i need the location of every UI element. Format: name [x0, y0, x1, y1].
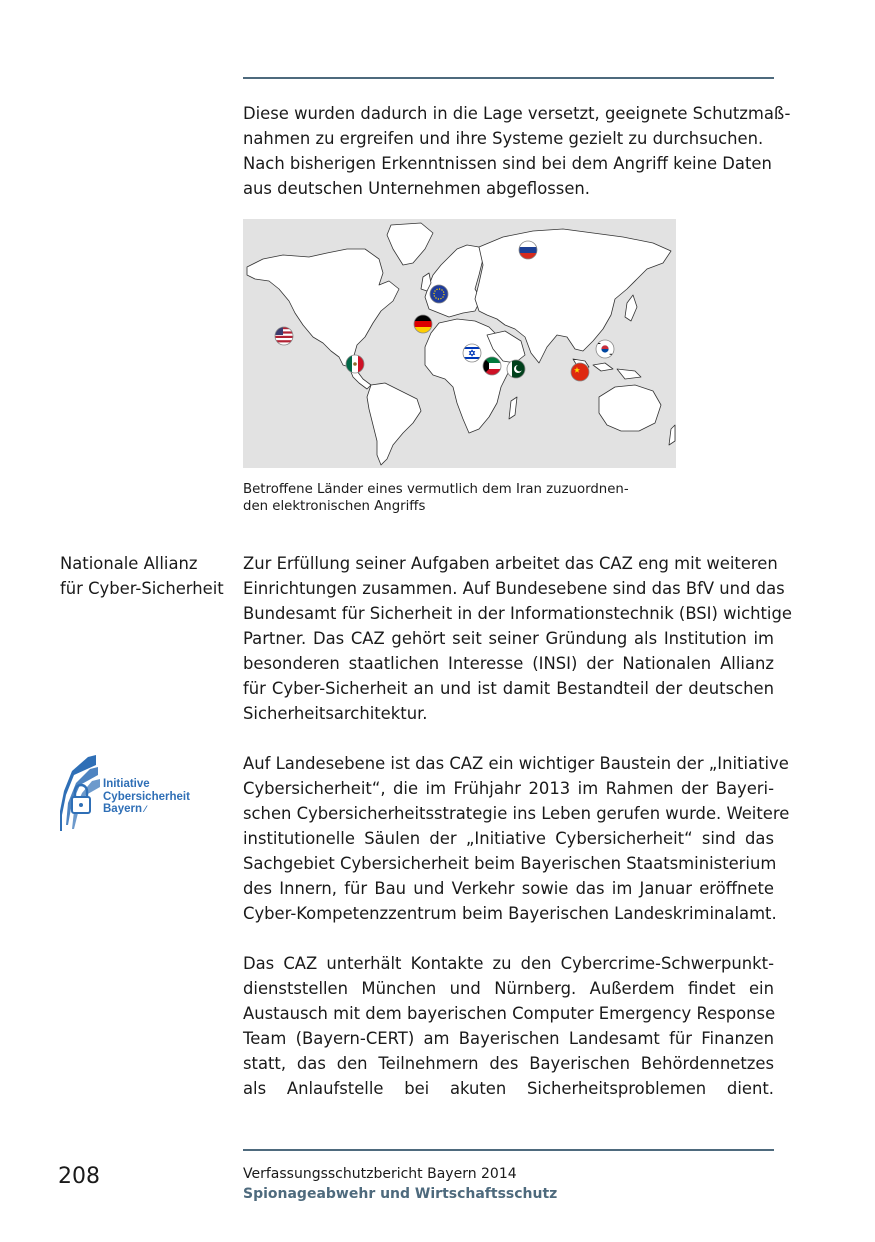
footer-rule: [243, 1149, 774, 1151]
initiative-cybersicherheit-logo: [60, 755, 210, 833]
landmass-north-america: [247, 249, 399, 367]
logo-line: Initiative: [103, 778, 150, 790]
footer-chapter-title: Spionageabwehr und Wirtschaftsschutz: [243, 1186, 558, 1202]
logo-line: Bayern ⁄: [103, 803, 147, 815]
text-line: Austausch mit dem bayerischen Computer Emergency Response: [243, 1004, 776, 1023]
russia-flag-icon: [519, 241, 537, 259]
world-map-figure: [243, 219, 676, 468]
landmass-greenland: [387, 223, 433, 265]
landmass-new-zealand: [669, 425, 675, 445]
logo-flourish-icon: ⁄: [142, 804, 147, 814]
kuwait-flag-icon: [483, 357, 501, 375]
text-line: nahmen zu ergreifen und ihre Systeme gezielt zu durchsuchen.: [243, 129, 764, 148]
text-line: Cybersicherheit“, die im Frühjahr 2013 im Rahmen der Bayeri-: [243, 779, 774, 798]
logo-mark-icon: [60, 755, 104, 833]
germany-flag-icon: [414, 315, 432, 333]
side-heading-line: Nationale Allianz: [60, 554, 198, 573]
text-line: institutionelle Säulen der „Initiative Cybersicherheit“ sind das: [243, 829, 774, 848]
text-line: Team (Bayern-CERT) am Bayerischen Landesamt für Finanzen: [243, 1029, 774, 1048]
text-line: Cyber-Kompetenzzentrum beim Bayerischen Landeskriminalamt.: [243, 904, 777, 923]
text-line: als Anlaufstelle bei akuten Sicherheitsproblemen dient.: [243, 1079, 774, 1098]
south-korea-flag-icon: [596, 340, 614, 358]
text-line: Einrichtungen zusammen. Auf Bundesebene sind das BfV und das: [243, 579, 785, 598]
landmass-madagascar: [509, 397, 517, 419]
mexico-flag-icon: [346, 355, 364, 373]
text-line: Partner. Das CAZ gehört seit seiner Gründung als Institution im: [243, 629, 774, 648]
text-line: dienststellen München und Nürnberg. Außerdem findet ein: [243, 979, 774, 998]
side-heading-line: für Cyber-Sicherheit: [60, 579, 224, 598]
caption-line: den elektronischen Angriffs: [243, 499, 426, 514]
usa-flag-icon: [275, 327, 293, 345]
text-line: statt, das den Teilnehmern des Bayerischen Behördennetzes: [243, 1054, 774, 1073]
text-line: des Innern, für Bau und Verkehr sowie das im Januar eröffnete: [243, 879, 774, 898]
israel-flag-icon: [463, 344, 481, 362]
figure-caption: [243, 481, 629, 515]
intro-paragraph: [243, 101, 791, 201]
world-map: [243, 219, 676, 468]
text-line: Sachgebiet Cybersicherheit beim Bayerischen Staatsministerium: [243, 854, 777, 873]
paragraph-allianz: [243, 551, 792, 726]
landmass-south-america: [367, 383, 421, 465]
text-line: Bundesamt für Sicherheit in der Informationstechnik (BSI) wichtige: [243, 604, 792, 623]
pakistan-flag-icon: [507, 360, 525, 378]
logo-text: [103, 778, 190, 816]
text-line: für Cyber-Sicherheit an und ist damit Bestandteil der deutschen: [243, 679, 774, 698]
text-line: Nach bisherigen Erkenntnissen sind bei dem Angriff keine Daten: [243, 154, 772, 173]
caption-line: Betroffene Länder eines vermutlich dem Iran zuzuordnen-: [243, 482, 629, 497]
logo-line: Cybersicherheit: [103, 790, 190, 803]
landmass-japan: [625, 295, 637, 321]
text-line: schen Cybersicherheitsstrategie ins Leben gerufen wurde. Weitere: [243, 804, 790, 823]
top-rule: [243, 77, 774, 79]
text-line: besonderen staatlichen Interesse (INSI) der Nationalen Allianz: [243, 654, 774, 673]
page-number: 208: [58, 1164, 100, 1189]
text-line: Sicherheitsarchitektur.: [243, 704, 428, 723]
landmass-australia: [599, 385, 661, 431]
landmass-europe: [425, 245, 483, 317]
footer-publication-title: Verfassungsschutzbericht Bayern 2014: [243, 1166, 517, 1182]
side-heading: [60, 551, 224, 601]
text-line: Diese wurden dadurch in die Lage versetzt, geeignete Schutzmaß-: [243, 104, 791, 123]
text-line: aus deutschen Unternehmen abgeflossen.: [243, 179, 591, 198]
eu-flag-icon: [430, 285, 448, 303]
paragraph-landesebene: [243, 751, 790, 926]
text-line: Das CAZ unterhält Kontakte zu den Cybercrime-Schwerpunkt-: [243, 954, 774, 973]
text-line: Auf Landesebene ist das CAZ ein wichtiger Baustein der „Initiative: [243, 754, 789, 773]
text-line: Zur Erfüllung seiner Aufgaben arbeitet das CAZ eng mit weiteren: [243, 554, 778, 573]
paragraph-kontakte: [243, 951, 774, 1101]
china-flag-icon: [571, 363, 589, 381]
